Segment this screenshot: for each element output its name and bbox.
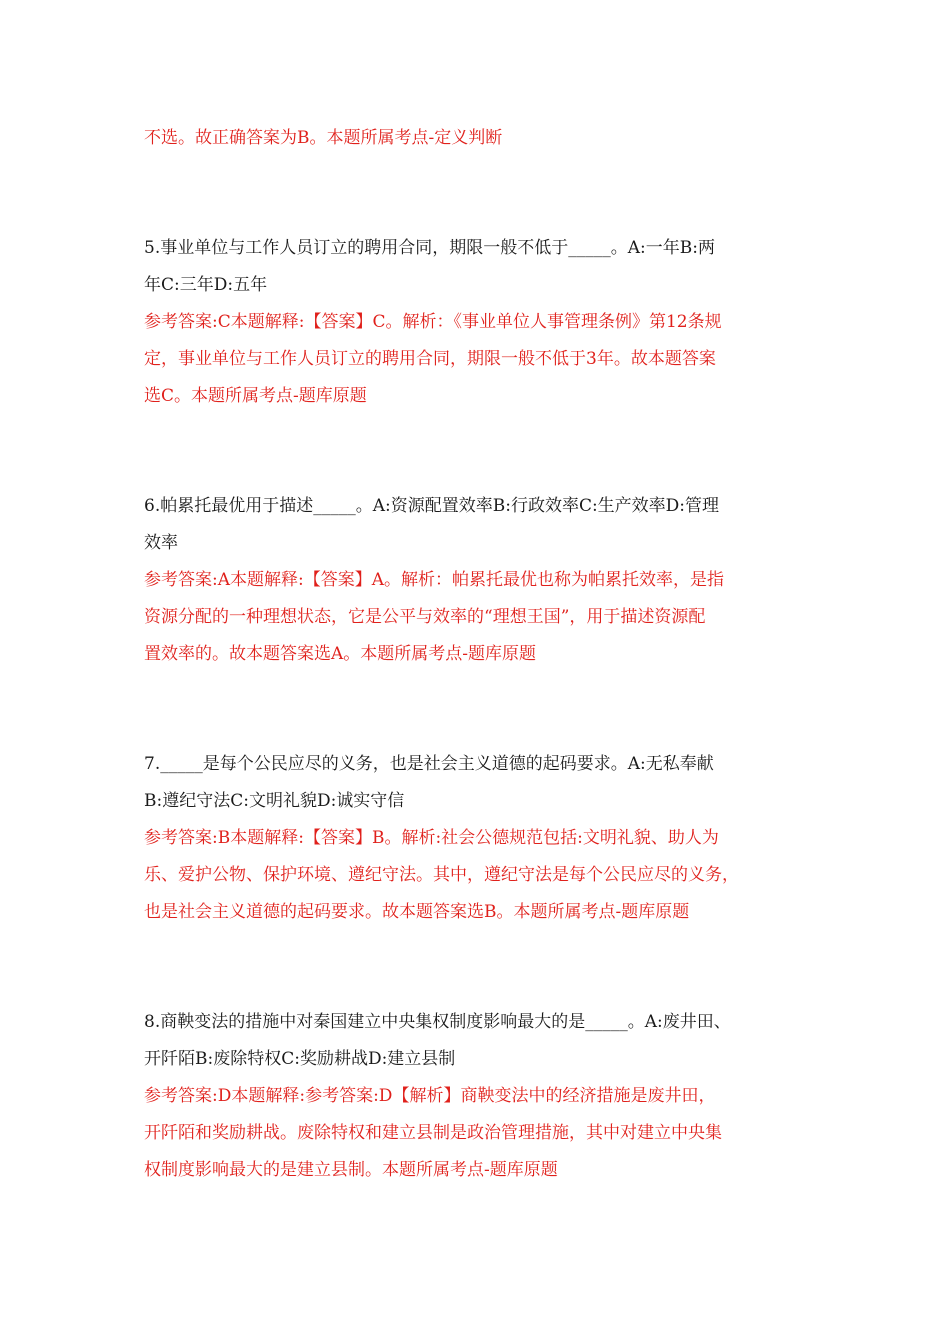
answer-text-line: 定，事业单位与工作人员订立的聘用合同，期限一般不低于3年。故本题答案 bbox=[144, 349, 716, 369]
answer-text-line: 参考答案:D本题解释:参考答案:D【解析】商鞅变法中的经济措施是废井田， bbox=[144, 1086, 716, 1106]
answer-text-line: 参考答案:A本题解释:【答案】A。解析：帕累托最优也称为帕累托效率，是指 bbox=[144, 570, 725, 590]
answer-text-line: 开阡陌和奖励耕战。废除特权和建立县制是政治管理措施，其中对建立中央集 bbox=[144, 1123, 722, 1143]
answer-text-line: 也是社会主义道德的起码要求。故本题答案选B。本题所属考点-题库原题 bbox=[144, 902, 690, 922]
answer-text-line: 乐、爱护公物、保护环境、遵纪守法。其中，遵纪守法是每个公民应尽的义务， bbox=[144, 865, 739, 885]
answer-text-line: 资源分配的一种理想状态，它是公平与效率的“理想王国”，用于描述资源配 bbox=[144, 607, 706, 627]
question-text-line: 7._____是每个公民应尽的义务，也是社会主义道德的起码要求。A:无私奉献 bbox=[144, 754, 714, 774]
question-text-line: 效率 bbox=[144, 533, 178, 553]
answer-text-line: 选C。本题所属考点-题库原题 bbox=[144, 386, 367, 406]
answer-text-line: 权制度影响最大的是建立县制。本题所属考点-题库原题 bbox=[144, 1160, 558, 1180]
question-text-line: 5.事业单位与工作人员订立的聘用合同，期限一般不低于_____。A:一年B:两 bbox=[144, 238, 715, 258]
question-text-line: B:遵纪守法C:文明礼貌D:诚实守信 bbox=[144, 791, 405, 811]
intro-answer-line: 不选。故正确答案为B。本题所属考点-定义判断 bbox=[144, 128, 503, 148]
question-text-line: 8.商鞅变法的措施中对秦国建立中央集权制度影响最大的是_____。A:废井田、 bbox=[144, 1012, 731, 1032]
question-text-line: 年C:三年D:五年 bbox=[144, 275, 268, 295]
question-text-line: 开阡陌B:废除特权C:奖励耕战D:建立县制 bbox=[144, 1049, 456, 1069]
answer-text-line: 参考答案:C本题解释:【答案】C。解析：《事业单位人事管理条例》第12条规 bbox=[144, 312, 722, 332]
question-text-line: 6.帕累托最优用于描述_____。A:资源配置效率B:行政效率C:生产效率D:管理 bbox=[144, 496, 720, 516]
answer-text-line: 参考答案:B本题解释:【答案】B。解析:社会公德规范包括:文明礼貌、助人为 bbox=[144, 828, 719, 848]
answer-text-line: 置效率的。故本题答案选A。本题所属考点-题库原题 bbox=[144, 644, 537, 664]
